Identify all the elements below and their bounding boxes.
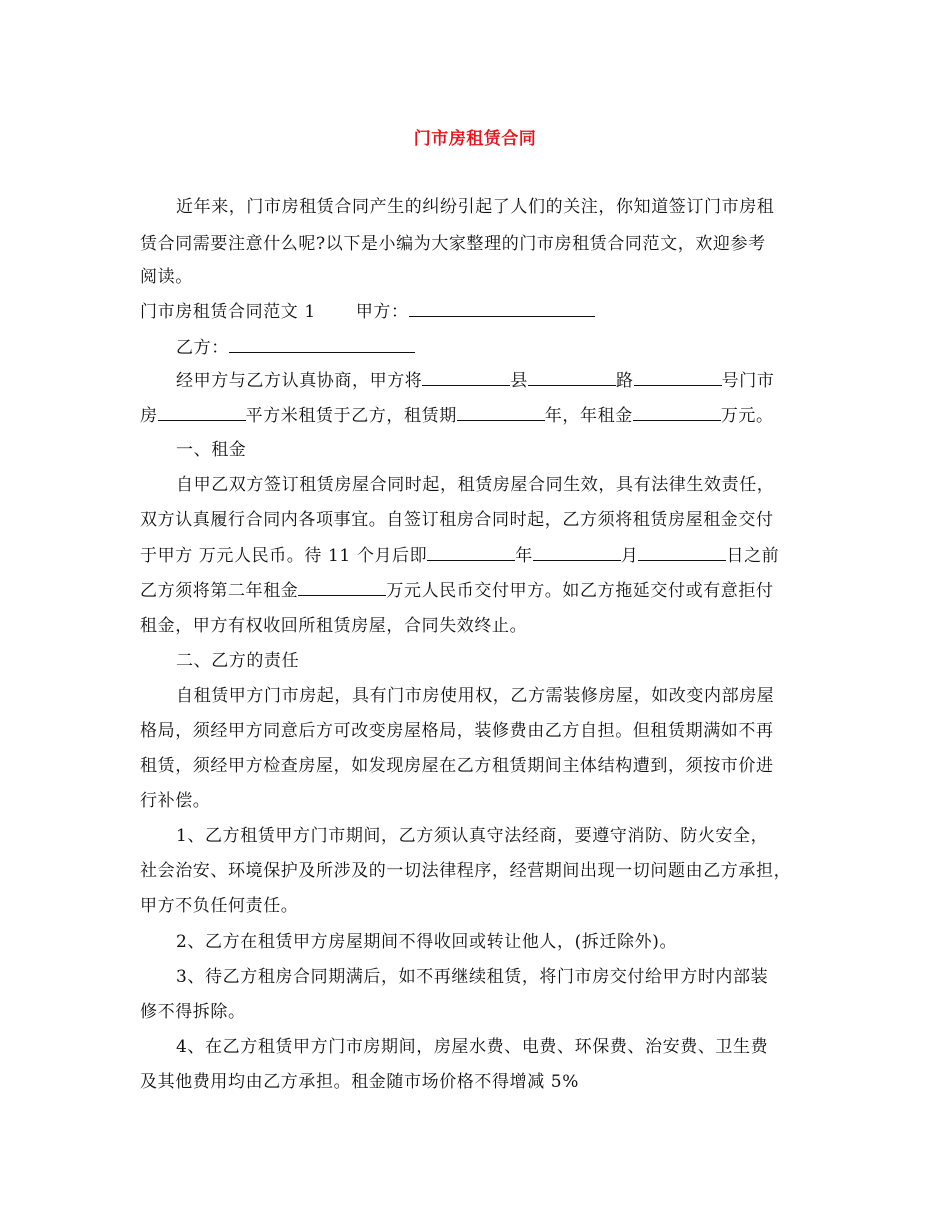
intro-line-3: 阅读。 bbox=[140, 267, 193, 287]
rent-line-4 bbox=[140, 579, 774, 602]
lease-text: 平方米租赁于乙方，租赁期 bbox=[245, 406, 457, 426]
item1-line-2: 社会治安、环境保护及所涉及的一切法律程序，经营期间出现一切问题由乙方承担， bbox=[140, 861, 792, 881]
rent-text: 乙方须将第二年租金 bbox=[140, 581, 299, 601]
rent-text: 月 bbox=[620, 546, 639, 566]
item3-line-1: 3、待乙方租房合同期满后，如不再继续租赁，将门市房交付给甲方时内部装 bbox=[176, 967, 769, 987]
annual-rent-blank bbox=[633, 404, 721, 421]
lease-line-2 bbox=[140, 404, 774, 427]
duty-line-2: 格局，须经甲方同意后方可改变房屋格局，装修费由乙方自担。但租赁期满如不再 bbox=[140, 721, 774, 741]
lease-text: 经甲方与乙方认真协商，甲方将 bbox=[176, 371, 423, 391]
rent-line-2: 双方认真履行合同内各项事宜。自签订租房合同时起，乙方须将租赁房屋租金交付 bbox=[140, 510, 774, 530]
road-blank bbox=[528, 369, 616, 386]
rent-text: 年 bbox=[515, 546, 533, 566]
month-blank bbox=[533, 544, 621, 561]
section-heading-rent: 一、租金 bbox=[176, 440, 247, 460]
intro-line-1: 近年来，门市房租赁合同产生的纠纷引起了人们的关注，你知道签订门市房租 bbox=[176, 197, 775, 217]
item4-line-1: 4、在乙方租赁甲方门市房期间，房屋水费、电费、环保费、治安费、卫生费 bbox=[176, 1037, 769, 1057]
section-heading-duty: 二、乙方的责任 bbox=[176, 651, 300, 671]
area-blank bbox=[158, 404, 246, 421]
lease-text: 房 bbox=[140, 406, 158, 426]
number-blank bbox=[634, 369, 722, 386]
rent-line-3 bbox=[140, 544, 779, 567]
sample-label: 门市房租赁合同范文 1 bbox=[140, 302, 316, 322]
duty-line-3: 租赁，须经甲方检查房屋，如发现房屋在乙方租赁期间主体结构遭到，须按市价进 bbox=[140, 756, 774, 776]
lease-text: 万元。 bbox=[720, 406, 774, 426]
lease-text: 年，年租金 bbox=[544, 406, 633, 426]
party-a-label: 甲方： bbox=[355, 302, 409, 322]
lease-line-1 bbox=[176, 369, 774, 392]
rent-text: 日之前 bbox=[726, 546, 780, 566]
sample-party-a-line bbox=[140, 300, 595, 323]
item3-line-2: 修不得拆除。 bbox=[140, 1002, 246, 1022]
day-blank bbox=[638, 544, 726, 561]
rent-line-5: 租金，甲方有权收回所租赁房屋，合同失效终止。 bbox=[140, 616, 528, 636]
lease-text: 县 bbox=[510, 371, 529, 391]
rent-line-1: 自甲乙双方签订租赁房屋合同时起，租赁房屋合同生效，具有法律生效责任， bbox=[176, 475, 775, 495]
party-a-blank bbox=[409, 300, 595, 317]
party-b-line bbox=[176, 336, 415, 359]
lease-text: 号门市 bbox=[721, 371, 775, 391]
intro-line-2: 赁合同需要注意什么呢?以下是小编为大家整理的门市房租赁合同范文，欢迎参考 bbox=[140, 234, 766, 254]
item4-line-2: 及其他费用均由乙方承担。租金随市场价格不得增减 5% bbox=[140, 1072, 579, 1092]
second-year-rent-blank bbox=[298, 579, 386, 596]
rent-text: 于甲方 万元人民币。待 11 个月后即 bbox=[140, 546, 428, 566]
item1-line-1: 1、乙方租赁甲方门市期间，乙方须认真守法经商，要遵守消防、防火安全， bbox=[176, 826, 769, 846]
duty-line-4: 行补偿。 bbox=[140, 791, 211, 811]
year-blank bbox=[427, 544, 515, 561]
rent-text: 万元人民币交付甲方。如乙方拖延交付或有意拒付 bbox=[386, 581, 774, 601]
document-title: 门市房租赁合同 bbox=[413, 129, 537, 149]
item2-line: 2、乙方在租赁甲方房屋期间不得收回或转让他人，(拆迁除外)。 bbox=[176, 932, 678, 952]
county-blank bbox=[422, 369, 510, 386]
party-b-label: 乙方： bbox=[176, 338, 229, 358]
duty-line-1: 自租赁甲方门市房起，具有门市房使用权，乙方需装修房屋，如改变内部房屋 bbox=[176, 686, 775, 706]
lease-text: 路 bbox=[616, 371, 634, 391]
party-b-blank bbox=[229, 336, 415, 353]
term-blank bbox=[457, 404, 545, 421]
item1-line-3: 甲方不负任何责任。 bbox=[140, 896, 299, 916]
